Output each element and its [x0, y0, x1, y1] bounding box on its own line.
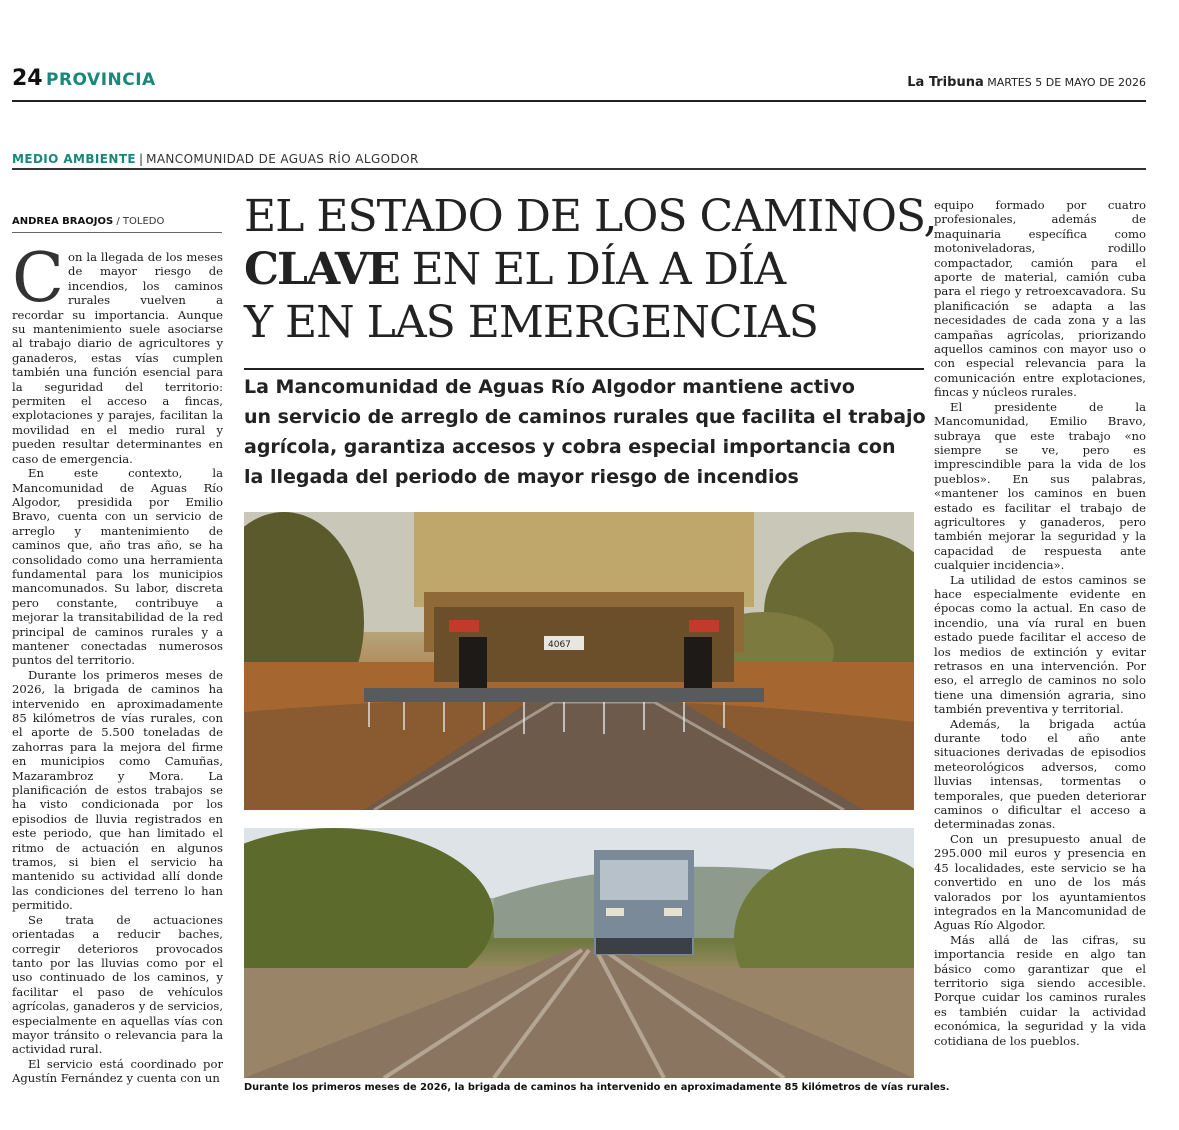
headline-line-2-rest: EN EL DÍA A DÍA — [398, 244, 786, 295]
photo-tanker-truck — [244, 512, 914, 810]
road-truck-illustration — [244, 828, 914, 1078]
subhead-line: la llegada del periodo de mayor riesgo de incendios — [244, 466, 799, 488]
byline-city: TOLEDO — [122, 216, 165, 227]
photo-caption: Durante los primeros meses de 2026, la brigada de caminos ha intervenido en aproximadamente 85 kilómetros de vías rurales. — [244, 1082, 950, 1093]
license-plate: 4067 — [548, 640, 571, 650]
headline — [244, 190, 937, 349]
headline-emphasis: CLAVE — [244, 244, 399, 295]
article-column-right — [934, 198, 1146, 1098]
subhead-line: agrícola, garantiza accesos y cobra especial importancia con — [244, 436, 896, 458]
paragraph: Además, la brigada actúa durante todo el año ante situaciones derivadas de episodios meteorológicos adversos, como lluvias intensas, tormentas o temporales, que pueden deteriorar caminos o dificultar el acceso a determinadas zonas. — [934, 716, 1146, 832]
kicker-rule — [12, 168, 1146, 170]
headline-line-1: EL ESTADO DE LOS CAMINOS, — [244, 191, 937, 242]
paragraph: Durante los primeros meses de 2026, la brigada de caminos ha intervenido en aproximadamente 85 kilómetros de vías rurales, con el aporte de 5.500 toneladas de zahorras para la mejora del firme en municipios como Camuñas, Mazarambroz y Mora. La planificación de estos trabajos se ha visto condicionada por los episodios de lluvia registrados en este periodo, que han limitado el ritmo de actuación en algunos tramos, si bien el servicio ha mantenido su actividad allí donde las condiciones del terreno lo han permitido. — [12, 667, 223, 913]
paragraph: La utilidad de estos caminos se hace especialmente evidente en épocas como la actual. En caso de incendio, una vía rural en buen estado puede facilitar el acceso de los medios de extinción y evitar retrasos en una intervención. Por eso, el arreglo de caminos no solo tiene una dimensión agraria, sino también preventiva y territorial. — [934, 572, 1146, 717]
tanker-truck-illustration — [244, 512, 914, 810]
paragraph: equipo formado por cuatro profesionales, además de maquinaria específica como motoniveladoras, rodillo compactador, camión para el aporte de material, camión cuba para el riego y retroexcavadora. Su planificación se adapta a las necesidades de cada zona y a las campañas agrícolas, priorizando aquellos caminos con mayor uso o con especial relevancia para la comunicación entre explotaciones, fincas y núcleos rurales. — [934, 198, 1146, 400]
paragraph: Se trata de actuaciones orientadas a reducir baches, corregir deterioros provocados tanto por las lluvias como por el uso continuado de los caminos, y facilitar el paso de vehículos agrícolas, ganaderos y de servicios, especialmente en aquellas vías con mayor tránsito o relevancia para la actividad rural. — [12, 912, 223, 1057]
headline-rule — [244, 368, 924, 370]
byline-author: ANDREA BRAOJOS — [12, 216, 114, 227]
subhead-line: La Mancomunidad de Aguas Río Algodor mantiene activo — [244, 376, 855, 398]
paragraph: El servicio está coordinado por Agustín Fernández y cuenta con un — [12, 1056, 223, 1086]
paragraph: Más allá de las cifras, su importancia reside en algo tan básico como garantizar que el territorio siga siendo accesible. Porque cuidar los caminos rurales es también cuidar la actividad económica, la seguridad y la vida cotidiana de los pueblos. — [934, 932, 1146, 1048]
byline-separator: / — [113, 216, 123, 227]
paragraph: El presidente de la Mancomunidad, Emilio Bravo, subraya que este trabajo «no siempre se ve, pero es imprescindible para la vida de los pueblos». En sus palabras, «mantener los caminos en buen estado es facilitar el trabajo de agricultores y ganaderos, pero también mejorar la seguridad y la capacidad de respuesta ante cualquier incidencia». — [934, 399, 1146, 573]
photo-road-truck — [244, 828, 914, 1078]
paragraph: En este contexto, la Mancomunidad de Aguas Río Algodor, presidida por Emilio Bravo, cuenta con un servicio de arreglo y mantenimiento de caminos que, año tras año, se ha consolidado como una herramienta fundamental para los municipios mancomunados. Su labor, discreta pero constante, contribuye a mejorar la transitabilidad de la red principal de caminos rurales y a mantener conectadas numerosos puntos del territorio. — [12, 466, 223, 668]
byline — [12, 216, 164, 227]
headline-line-2 — [244, 243, 924, 296]
newspaper-brand: La Tribuna — [907, 75, 984, 90]
kicker — [12, 152, 419, 166]
dropcap: C — [12, 250, 65, 318]
kicker-separator: | — [139, 152, 144, 166]
header-rule — [12, 100, 1146, 102]
article-column-left — [12, 250, 223, 1100]
subheadline — [244, 372, 924, 492]
headline-line-3: Y EN LAS EMERGENCIAS — [244, 297, 818, 348]
paragraph-text: on la llegada de los meses de mayor riesgo de incendios, los caminos rurales vuelven a recordar su importancia. Aunque su mantenimiento suele asociarse al trabajo diario de agricultores y ganaderos, estas vías cumplen también una función esencial para la seguridad del territorio: permiten el acceso a fincas, explotaciones y parajes, facilitan la movilidad en el medio rural y pueden resultar determinantes en caso de emergencia. — [12, 250, 223, 466]
kicker-topic: MANCOMUNIDAD DE AGUAS RÍO ALGODOR — [146, 152, 419, 166]
page-number: 24 — [12, 66, 43, 91]
kicker-category: MEDIO AMBIENTE — [12, 152, 137, 166]
section-name: PROVINCIA — [46, 70, 156, 90]
subhead-line: un servicio de arreglo de caminos rurales que facilita el trabajo — [244, 406, 926, 428]
paragraph: Con un presupuesto anual de 295.000 mil euros y presencia en 45 localidades, este servicio se ha convertido en uno de los más valorados por los ayuntamientos integrados en la Mancomunidad de Aguas Río Algodor. — [934, 831, 1146, 933]
issue-date: MARTES 5 DE MAYO DE 2026 — [987, 76, 1146, 89]
byline-rule — [12, 232, 222, 233]
masthead — [907, 75, 1146, 90]
paragraph — [12, 250, 223, 466]
